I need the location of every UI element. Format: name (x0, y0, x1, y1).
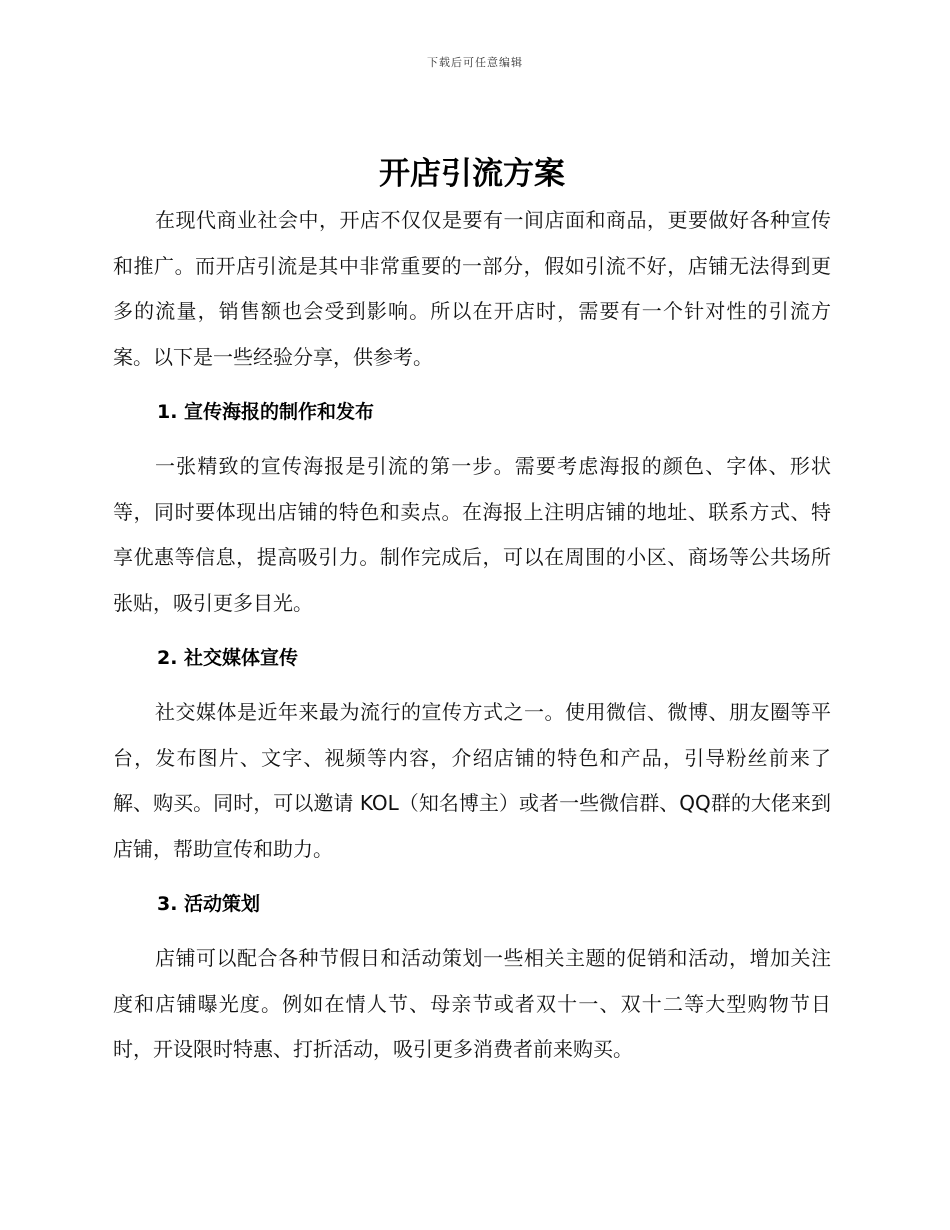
document-title: 开店引流方案 (379, 156, 565, 192)
section-2-body: 社交媒体是近年来最为流行的宣传方式之一。使用微信、微博、朋友圈等平台，发布图片、文字、视频等内容，介绍店铺的特色和产品，引导粉丝前来了解、购买。同时，可以邀请 KOL（知名博主）或者一些微信群、QQ群的大佬来到店铺，帮助宣传和助力。 (113, 700, 831, 861)
section-2-heading: 2. 社交媒体宣传 (157, 647, 299, 669)
document-body (113, 150, 831, 1073)
section-3-heading: 3. 活动策划 (157, 893, 261, 915)
header-note: 下载后可任意编辑 (427, 56, 523, 69)
intro-paragraph: 在现代商业社会中，开店不仅仅是要有一间店面和商品，更要做好各种宣传和推广。而开店引流是其中非常重要的一部分，假如引流不好，店铺无法得到更多的流量，销售额也会受到影响。所以在开店时，需要有一个针对性的引流方案。以下是一些经验分享，供参考。 (113, 208, 831, 369)
section-1-heading: 1. 宣传海报的制作和发布 (157, 401, 375, 423)
section-1-body: 一张精致的宣传海报是引流的第一步。需要考虑海报的颜色、字体、形状等，同时要体现出店铺的特色和卖点。在海报上注明店铺的地址、联系方式、特享优惠等信息，提高吸引力。制作完成后，可以在周围的小区、商场等公共场所张贴，吸引更多目光。 (113, 454, 831, 615)
section-3-body: 店铺可以配合各种节假日和活动策划一些相关主题的促销和活动，增加关注度和店铺曝光度。例如在情人节、母亲节或者双十一、双十二等大型购物节日时，开设限时特惠、打折活动，吸引更多消费者前来购买。 (113, 946, 831, 1061)
